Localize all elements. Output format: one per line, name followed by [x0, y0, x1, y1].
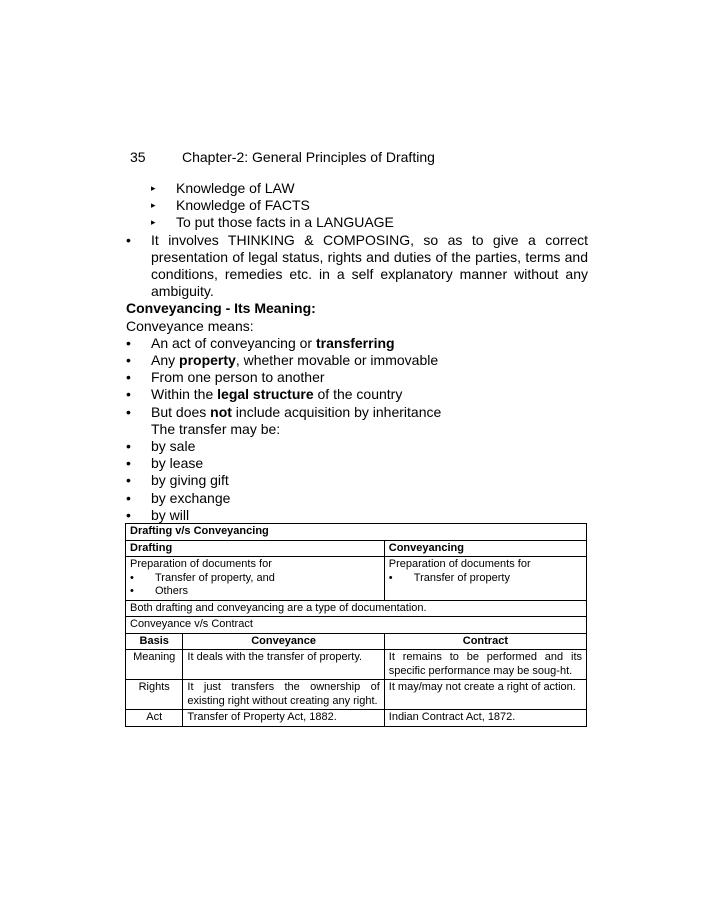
table-cell: Transfer of Property Act, 1882. [183, 710, 384, 727]
bullet-icon: • [388, 571, 393, 584]
drafting-cell: Preparation of documents for • Transfer of property, and • Others [126, 557, 385, 601]
list-item: • An act of conveyancing or transferring [126, 334, 395, 351]
list-item: • by will [126, 506, 190, 523]
table-subtitle: Conveyance v/s Contract [126, 617, 587, 634]
conveyancing-header: Conveyancing [384, 540, 586, 557]
table-row [126, 710, 587, 727]
list-item: • by lease [126, 455, 204, 472]
transfer-list [126, 438, 588, 524]
page-number: 35 [130, 149, 146, 165]
table-row [126, 650, 587, 680]
arrow-bullet-icon: ▸ [151, 183, 156, 193]
table-cell: It may/may not create a right of action. [384, 680, 586, 710]
table-row [126, 524, 587, 541]
list-item: ▸ Knowledge of FACTS [151, 197, 310, 214]
table-cell: Meaning [126, 650, 183, 680]
list-item: ▸ To put those facts in a LANGUAGE [151, 214, 394, 231]
bullet-icon: • [126, 386, 131, 403]
list-item: • From one person to another [126, 369, 325, 386]
meaning-list [126, 335, 588, 421]
table-cell: Rights [126, 680, 183, 710]
arrow-bullet-icon: ▸ [151, 200, 156, 211]
bullet-icon: • [126, 403, 131, 420]
table-cell: It just transfers the ownership of existing right without creating any right. [183, 680, 384, 710]
table-row [126, 557, 587, 601]
transfer-intro: The transfer may be: [151, 420, 281, 437]
bullet-icon: • [126, 438, 131, 455]
bullet-icon: • [126, 489, 131, 506]
arrow-bullet-icon: ▸ [151, 217, 156, 228]
bullet-icon: • [126, 369, 131, 386]
chapter-title: Chapter-2: General Principles of Drafting [182, 149, 435, 165]
list-item: • Transfer of property, and [130, 571, 275, 584]
table-cell: It remains to be performed and its specific performance may be soug-ht. [384, 650, 586, 680]
table-row [126, 540, 587, 557]
list-item: • Transfer of property [388, 571, 510, 584]
bullet-icon: • [126, 506, 131, 523]
comparison-table [125, 523, 587, 727]
bullet-icon: • [126, 352, 131, 369]
table-header-row [126, 633, 587, 650]
both-note: Both drafting and conveyancing are a type of documentation. [126, 600, 587, 617]
page-content [126, 180, 588, 524]
table-row [126, 600, 587, 617]
bullet-icon: • [126, 455, 131, 472]
conveyance-intro: Conveyance means: [126, 317, 254, 334]
bullet-icon: • [126, 334, 131, 351]
section-heading: Conveyancing - Its Meaning: [126, 300, 316, 317]
list-item: • But does not include acquisition by inheritance [126, 403, 442, 420]
list-item: • by exchange [126, 489, 231, 506]
list-item: ▸ Knowledge of LAW [151, 180, 295, 196]
table-cell: Indian Contract Act, 1872. [384, 710, 586, 727]
page-header [130, 149, 435, 165]
column-header: Conveyance [183, 633, 384, 650]
table-title: Drafting v/s Conveyancing [126, 524, 587, 541]
bullet-icon: • [126, 472, 131, 489]
bullet-icon: • [130, 585, 134, 597]
column-header: Basis [126, 633, 183, 650]
table-row [126, 680, 587, 710]
table-cell: It deals with the transfer of property. [183, 650, 384, 680]
knowledge-list [126, 180, 588, 232]
column-header: Contract [384, 633, 586, 650]
list-item: • by giving gift [126, 472, 229, 489]
thinking-paragraph: • It involves THINKING & COMPOSING, so as to give a correct presentation of legal status, rights and duties of the parties, terms and conditions, remedies etc. in a self explanatory manner without any ambiguity. [126, 231, 588, 300]
drafting-header: Drafting [126, 540, 385, 557]
list-item: • Others [130, 585, 189, 597]
table-cell: Act [126, 710, 183, 727]
bullet-icon: • [130, 571, 134, 584]
conveyancing-cell: Preparation of documents for • Transfer of property [384, 557, 586, 601]
list-item: • by sale [126, 438, 196, 455]
list-item: • Any property, whether movable or immovable [126, 352, 439, 369]
table-row [126, 617, 587, 634]
list-item: • Within the legal structure of the country [126, 386, 403, 403]
bullet-icon: • [126, 231, 131, 248]
